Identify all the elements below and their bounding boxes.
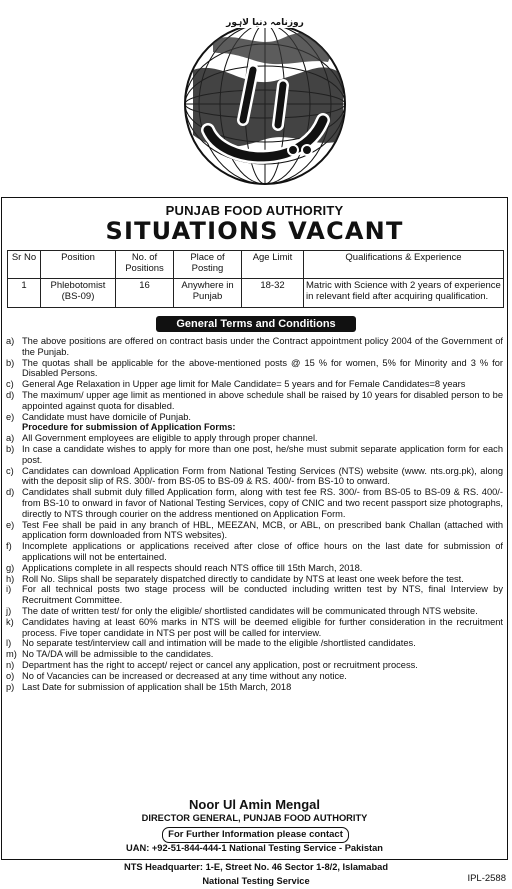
term-label: a) [6, 433, 15, 444]
term-text: All Government employees are eligible to apply through proper channel. [22, 433, 318, 444]
term-text: No separate test/interview call and intimation will be made to the eligible /shortlisted candidates. [22, 638, 416, 649]
term-label: n) [6, 659, 15, 670]
col-header-positions-count: No. of Positions [116, 251, 174, 279]
term-text: Roll No. Slips shall be separately dispatched directly to candidate by NTS at least one week before the test. [22, 573, 464, 584]
term-label: c) [6, 465, 14, 476]
logo-text: روزنامہ دنیا لاہور [226, 18, 304, 28]
term-text: For all technical posts two stage process will be conducted including written test by NTS, final Interview by Recruitment Committee. [22, 584, 503, 606]
term-text: Department has the right to accept/ reject or cancel any application, post or recruitment process. [22, 659, 418, 670]
term-label: l) [6, 638, 12, 649]
term-item [6, 606, 503, 617]
term-label: i) [6, 584, 12, 595]
term-item [6, 584, 503, 606]
term-text: Candidate must have domicile of Punjab. [22, 411, 191, 422]
term-label: g) [6, 562, 15, 573]
term-label: e) [6, 519, 15, 530]
term-text: Applications complete in all respects should reach NTS office till 15th March, 2018. [22, 562, 363, 573]
term-item [6, 563, 503, 574]
term-item [6, 487, 503, 519]
term-text: The quotas shall be applicable for the above-mentioned posts @ 15 % for women, 5% for Minority and 3 % for Disabled Persons. [22, 357, 503, 379]
term-text: Last Date for submission of application shall be 15th March, 2018 [22, 681, 292, 692]
term-label: f) [6, 541, 12, 552]
signatory-title: DIRECTOR GENERAL, PUNJAB FOOD AUTHORITY [141, 813, 368, 823]
term-item [6, 682, 503, 693]
cell-place: Anywhere in Punjab [174, 279, 242, 308]
term-text: Candidates having at least 60% marks in NTS will be deemed eligible for further consideration in the recruitment process. Five toper candidate in NTS per post will be called for interview. [22, 616, 503, 638]
term-text: General Age Relaxation in Upper age limit for Male Candidate= 5 years and for Female Candidates=8 years [22, 379, 466, 390]
uan-line: UAN: +92-51-844-444-1 National Testing Service - Pakistan [126, 843, 383, 853]
term-item [6, 358, 503, 380]
procedure-heading [6, 422, 503, 433]
term-label: k) [6, 616, 14, 627]
term-label: j) [6, 605, 12, 616]
terms-list [6, 336, 503, 692]
term-item [6, 660, 503, 671]
term-text: Candidates can download Application Form from National Testing Services (NTS) website (www. nts.org.pk), along with the deposit slip of RS. 300/- from BS-05 to BS-09 & RS. 400/- from BS-10 to onward. [22, 465, 503, 487]
term-label: o) [6, 670, 15, 681]
term-label: d) [6, 389, 15, 400]
col-header-place: Place of Posting [174, 251, 242, 279]
term-item [6, 671, 503, 682]
terms-heading: General Terms and Conditions [156, 316, 356, 332]
ad-reference-code: IPL-2588 [467, 873, 506, 884]
col-header-sr-no: Sr No [8, 251, 41, 279]
term-text: Procedure for submission of Application Forms: [22, 422, 236, 433]
term-item [6, 520, 503, 542]
col-header-age-limit: Age Limit [242, 251, 304, 279]
table-row [8, 279, 504, 308]
table-header-row [8, 251, 504, 279]
term-text: Candidates shall submit duly filled Application form, along with test fee RS. 300/- from BS-05 to BS-09 & RS. 400/- from BS-10 to onward in favor of National Testing Services, copy of CNIC and two recent passport size photographs, directly to NTS through courier on the address mentioned on Application Form. [22, 487, 503, 519]
term-label: c) [6, 379, 14, 390]
term-label: h) [6, 573, 15, 584]
term-label: b) [6, 357, 15, 368]
term-text: The above positions are offered on contract basis under the Contract appointment policy 2004 of the Government of the Punjab. [22, 336, 503, 357]
nts-headquarter-address: NTS Headquarter: 1-E, Street No. 46 Sector 1-8/2, Islamabad [123, 862, 389, 872]
cell-qualification: Matric with Science with 2 years of experience in relevant field after acquiring qualification. [304, 279, 504, 308]
job-advertisement [1, 197, 508, 860]
cell-age-limit: 18-32 [242, 279, 304, 308]
employer-name: PUNJAB FOOD AUTHORITY [165, 203, 344, 218]
term-text: No of Vacancies can be increased or decreased at any time without any notice. [22, 670, 347, 681]
term-label: d) [6, 487, 15, 498]
term-label: a) [6, 336, 15, 346]
term-text: No TA/DA will be admissible to the candidates. [22, 649, 214, 660]
term-item [6, 466, 503, 488]
col-header-position: Position [41, 251, 116, 279]
term-text: The maximum/ upper age limit as mentioned in above schedule shall be raised by 10 years for disabled person to be appointed against quota for disabled. [22, 389, 503, 411]
cell-positions-count: 16 [116, 279, 174, 308]
term-item [6, 638, 503, 649]
vacancy-table [7, 250, 504, 308]
term-item [6, 444, 503, 466]
term-item [6, 412, 503, 423]
term-label: e) [6, 411, 15, 422]
term-text: Incomplete applications or applications received after close of office hours on the last date for submission of applications will not be entertained. [22, 541, 503, 562]
term-text: In case a candidate wishes to apply for more than one post, he/she must submit separate application form for each post. [22, 443, 503, 465]
signatory-name: Noor Ul Amin Mengal [189, 797, 320, 812]
newspaper-logo [183, 0, 347, 188]
ad-headline: SITUATIONS VACANT [105, 217, 404, 245]
col-header-qualifications: Qualifications & Experience [304, 251, 504, 279]
term-label: p) [6, 681, 15, 692]
term-item [6, 433, 503, 444]
contact-banner: For Further Information please contact [162, 827, 349, 843]
term-text: The date of written test/ for only the eligible/ shortlisted candidates will be communicated through NTS website. [22, 605, 478, 616]
term-item [6, 390, 503, 412]
term-text: Test Fee shall be paid in any branch of HBL, MEEZAN, MCB, or ABL, on prescribed bank Challan (attached with application form downloaded from NTS websites). [22, 519, 503, 541]
term-item [6, 649, 503, 660]
term-label: b) [6, 443, 15, 454]
term-item [6, 617, 503, 639]
term-item [6, 379, 503, 390]
term-item [6, 574, 503, 585]
term-item [6, 541, 503, 563]
cell-position: Phlebotomist (BS-09) [41, 279, 116, 308]
term-item [6, 336, 503, 358]
cell-sr-no: 1 [8, 279, 41, 308]
term-label: m) [6, 649, 17, 660]
nts-name: National Testing Service [202, 876, 310, 886]
